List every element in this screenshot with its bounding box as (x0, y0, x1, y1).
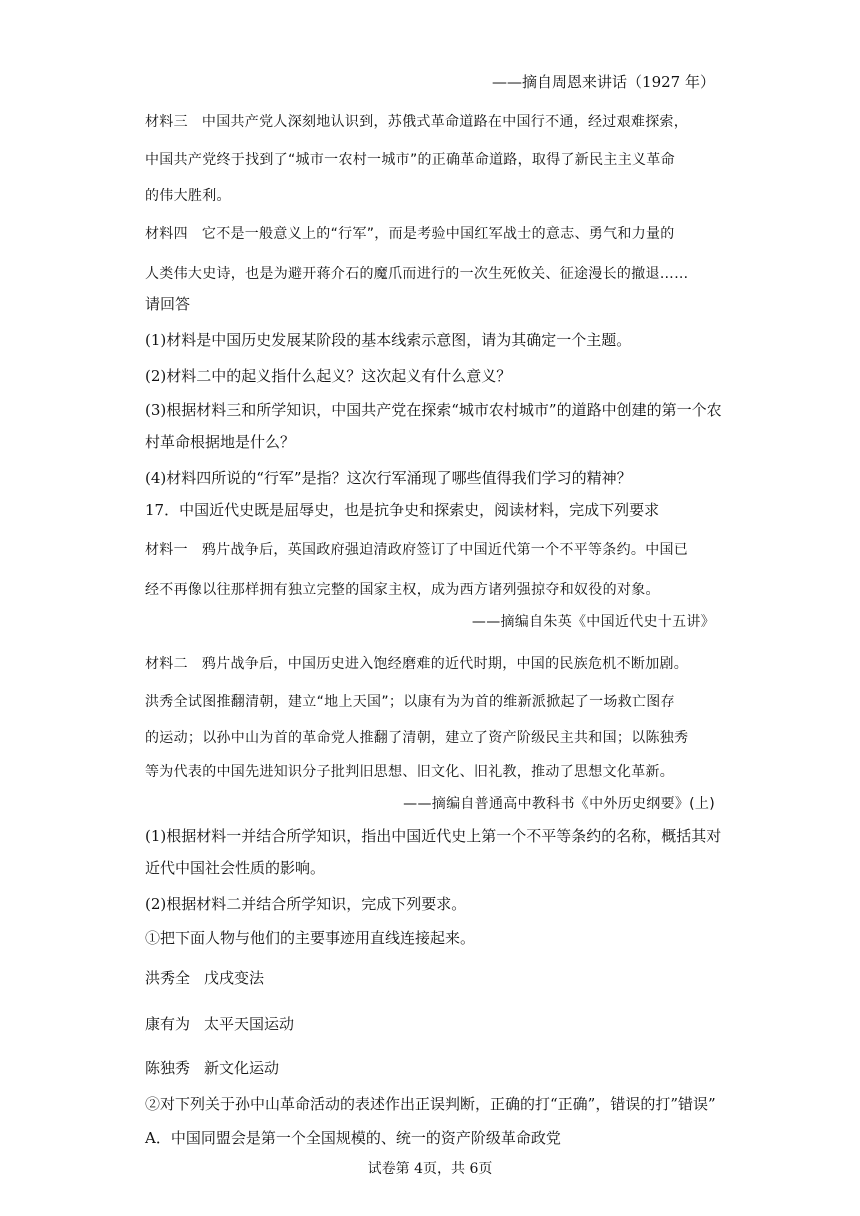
source-zhou-enlai: ——摘自周恩来讲话（1927 年） (492, 73, 715, 91)
matching-event: 太平天国运动 (204, 1015, 295, 1033)
subquestion-1-line-1: (1)根据材料一并结合所学知识，指出中国近代史上第一个不平等条约的名称，概括其对 (145, 827, 722, 845)
material-4-line-1 (145, 224, 675, 244)
page-footer: 试卷第 4页，共 6页 (367, 1161, 493, 1177)
subquestion-2-b: ②对下列关于孙中山革命活动的表述作出正误判断，正确的打“正确”，错误的打”错误” (145, 1095, 716, 1113)
matching-event: 新文化运动 (204, 1059, 280, 1077)
source-zhu-ying: ——摘编自朱英《中国近代史十五讲》 (471, 614, 715, 630)
question-3-line-1: (3)根据材料三和所学知识，中国共产党在探索“城市农村城市”的道路中创建的第一个农 (145, 401, 722, 419)
material-b2-line-1 (145, 654, 688, 674)
material-b2-line-3: 的运动；以孙中山为首的革命党人推翻了清朝，建立了资产阶级民主共和国；以陈独秀 (145, 730, 689, 746)
question-1: (1)材料是中国历史发展某阶段的基本线索示意图，请为其确定一个主题。 (145, 331, 632, 349)
material-3-line-3: 的伟大胜利。 (145, 188, 231, 204)
matching-event: 戊戌变法 (204, 969, 265, 987)
matching-person: 陈独秀 (145, 1059, 191, 1077)
material-3-line-2: 中国共产党终于找到了“城市一农村一城市”的正确革命道路，取得了新民主主义革命 (145, 152, 675, 168)
matching-row-1 (145, 968, 264, 988)
source-gangyao: ——摘编自普通高中教科书《中外历史纲要》(上) (403, 796, 715, 812)
question-4: (4)材料四所说的“行军”是指？这次行军涌现了哪些值得我们学习的精神？ (145, 469, 632, 487)
material-b1-line-1 (145, 540, 688, 560)
material-b2-line-2: 洪秀全试图推翻清朝，建立“地上天国”；以康有为为首的维新派掀起了一场救亡图存 (145, 694, 675, 710)
material-text: 鸦片战争后，英国政府强迫清政府签订了中国近代第一个不平等条约。中国已 (201, 542, 689, 558)
material-b2-line-4: 等为代表的中国先进知识分子批判旧思想、旧文化、旧礼教，推动了思想文化革新。 (145, 764, 675, 780)
matching-person: 洪秀全 (145, 969, 191, 987)
material-label: 材料三 (145, 114, 188, 130)
option-a: A．中国同盟会是第一个全国规模的、统一的资产阶级革命政党 (145, 1129, 561, 1147)
material-label: 材料一 (145, 542, 188, 558)
subquestion-1-line-2: 近代中国社会性质的影响。 (145, 859, 326, 877)
material-text: 它不是一般意义上的“行军”，而是考验中国红军战士的意志、勇气和力量的 (201, 226, 675, 242)
material-label: 材料四 (145, 226, 188, 242)
material-label: 材料二 (145, 656, 188, 672)
please-answer: 请回答 (145, 295, 191, 313)
question-2: (2)材料二中的起义指什么起义？这次起义有什么意义？ (145, 367, 512, 385)
subquestion-2: (2)根据材料二并结合所学知识，完成下列要求。 (145, 895, 467, 913)
material-text: 鸦片战争后，中国历史进入饱经磨难的近代时期，中国的民族危机不断加剧。 (201, 656, 689, 672)
problem-17-stem: 17．中国近代史既是屈辱史，也是抗争史和探索史，阅读材料，完成下列要求 (145, 501, 660, 519)
material-4-line-2: 人类伟大史诗，也是为避开蒋介石的魔爪而进行的一次生死攸关、征途漫长的撤退…… (145, 266, 689, 282)
subquestion-2-a: ①把下面人物与他们的主要事迹用直线连接起来。 (145, 929, 476, 947)
material-3-line-1 (145, 112, 688, 132)
question-3-line-2: 村革命根据地是什么？ (145, 433, 296, 451)
matching-person: 康有为 (145, 1015, 191, 1033)
matching-row-2 (145, 1014, 294, 1034)
matching-row-3 (145, 1058, 279, 1078)
material-b1-line-2: 经不再像以往那样拥有独立完整的国家主权，成为西方诸列强掠夺和奴役的对象。 (145, 582, 660, 598)
material-text: 中国共产党人深刻地认识到，苏俄式革命道路在中国行不通，经过艰难探索， (201, 114, 689, 130)
